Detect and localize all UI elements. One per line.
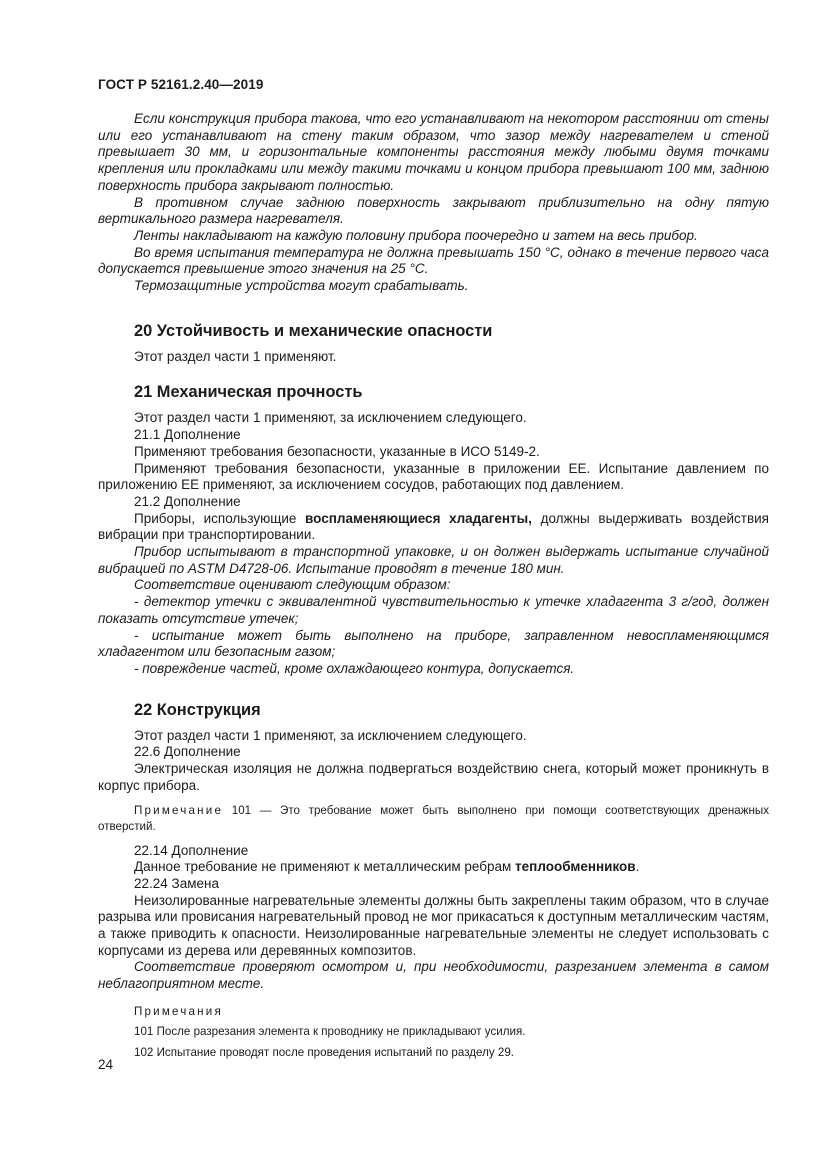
section-21-paragraph-7: Прибор испытывают в транспортной упаковке, и он должен выдержать испытание случайной вибрацией по ASTM D4728-06. Испытание проводят в течение 180 мин. [98, 544, 769, 576]
note-label: Примечание [134, 803, 224, 817]
notes-title: Примечания [134, 1004, 223, 1018]
text-run: Приборы, использующие [134, 510, 306, 526]
section-22-paragraph-5 [98, 859, 769, 876]
clause-21-2-title: 21.2 Дополнение [134, 493, 241, 509]
list-item: - испытание может быть выполнено на приборе, заправленном невоспламеняющимся хладагентом или безопасным газом; [98, 627, 769, 660]
section-22-paragraph-3: Электрическая изоляция не должна подвергаться воздействию снега, который может проникнуть в корпус прибора. [98, 761, 769, 793]
text-run: . [635, 859, 640, 875]
intro-paragraph-3: Ленты накладывают на каждую половину прибора поочередно и затем на весь прибор. [134, 227, 698, 243]
note-item-102: 102 Испытание проводят после проведения испытаний по разделу 29. [134, 1045, 514, 1059]
list-item: - повреждение частей, кроме охлаждающего контура, допускается. [134, 660, 575, 676]
document-header: ГОСТ Р 52161.2.40—2019 [98, 77, 264, 92]
note-101 [98, 803, 769, 835]
clause-22-6-title: 22.6 Дополнение [134, 744, 241, 760]
section-21-paragraph-6 [98, 511, 769, 544]
section-21-heading: 21 Механическая прочность [134, 383, 363, 402]
intro-paragraph-2: В противном случае заднюю поверхность закрывают приблизительно на одну пятую вертикального размера нагревателя. [98, 194, 769, 227]
text-run: Данное требование не применяют к металлическим ребрам [134, 859, 516, 875]
section-22-paragraph-7: Неизолированные нагревательные элементы должны быть закреплены таким образом, что в случае разрыва или провисания нагревательный провод не мог прикасаться к доступным металлическим частям, а также приводить к опасности. Неизолированные нагревательные элементы не следует использовать с корпусами из дерева или деревянных композитов. [98, 892, 769, 958]
intro-paragraph-5: Термозащитные устройства могут срабатывать. [134, 278, 469, 294]
section-21-paragraph-3: Применяют требования безопасности, указанные в ИСО 5149-2. [134, 443, 540, 459]
section-21-paragraph-1: Этот раздел части 1 применяют, за исключением следующего. [134, 410, 527, 426]
clause-22-24-title: 22.24 Замена [134, 875, 219, 891]
defined-term: теплообменников [515, 859, 636, 875]
section-22-paragraph-8: Соответствие проверяют осмотром и, при необходимости, разрезанием элемента в самом неблагоприятном месте. [98, 959, 769, 992]
intro-paragraph-1: Если конструкция прибора такова, что его устанавливают на некотором расстоянии от стены или его устанавливают на стену таким образом, что зазор между нагревателем и стеной превышает 30 мм, и горизонтальные компоненты расстояния между любыми двумя точками крепления или прокладками или между такими точками и концом прибора превышают 100 мм, заднюю поверхность прибора закрывают полностью. [98, 111, 769, 193]
list-item: - детектор утечки с эквивалентной чувствительностью к утечке хладагента 3 г/год, должен показать отсутствие утечек; [98, 594, 769, 626]
note-item-101: 101 После разрезания элемента к проводнику не прикладывают усилия. [134, 1024, 526, 1038]
clause-21-1-title: 21.1 Дополнение [134, 427, 241, 443]
document-body [98, 111, 769, 1063]
section-21-paragraph-8: Соответствие оценивают следующим образом: [134, 577, 451, 593]
section-22-paragraph-1: Этот раздел части 1 применяют, за исключением следующего. [134, 727, 527, 743]
intro-paragraph-4: Во время испытания температура не должна превышать 150 °С, однако в течение первого часа допускается превышение этого значения на 25 °С. [98, 244, 769, 277]
defined-term: воспламеняющиеся хладагенты, [305, 510, 532, 526]
page-number: 24 [98, 1057, 114, 1072]
section-20-heading: 20 Устойчивость и механические опасности [134, 321, 493, 340]
section-20-paragraph: Этот раздел части 1 применяют. [134, 348, 337, 364]
section-22-heading: 22 Конструкция [134, 700, 261, 719]
note-text: 101 — Это требование может быть выполнено при помощи соответствующих дренажных отверстий. [98, 803, 769, 833]
text-run: должны выдерживать воздействия вибрации при транспортировании. [98, 510, 769, 543]
clause-22-14-title: 22.14 Дополнение [134, 842, 249, 858]
section-21-paragraph-4: Применяют требования безопасности, указанные в приложении ЕЕ. Испытание давлением по приложению ЕЕ применяют, за исключением сосудов, работающих под давлением. [98, 460, 769, 493]
